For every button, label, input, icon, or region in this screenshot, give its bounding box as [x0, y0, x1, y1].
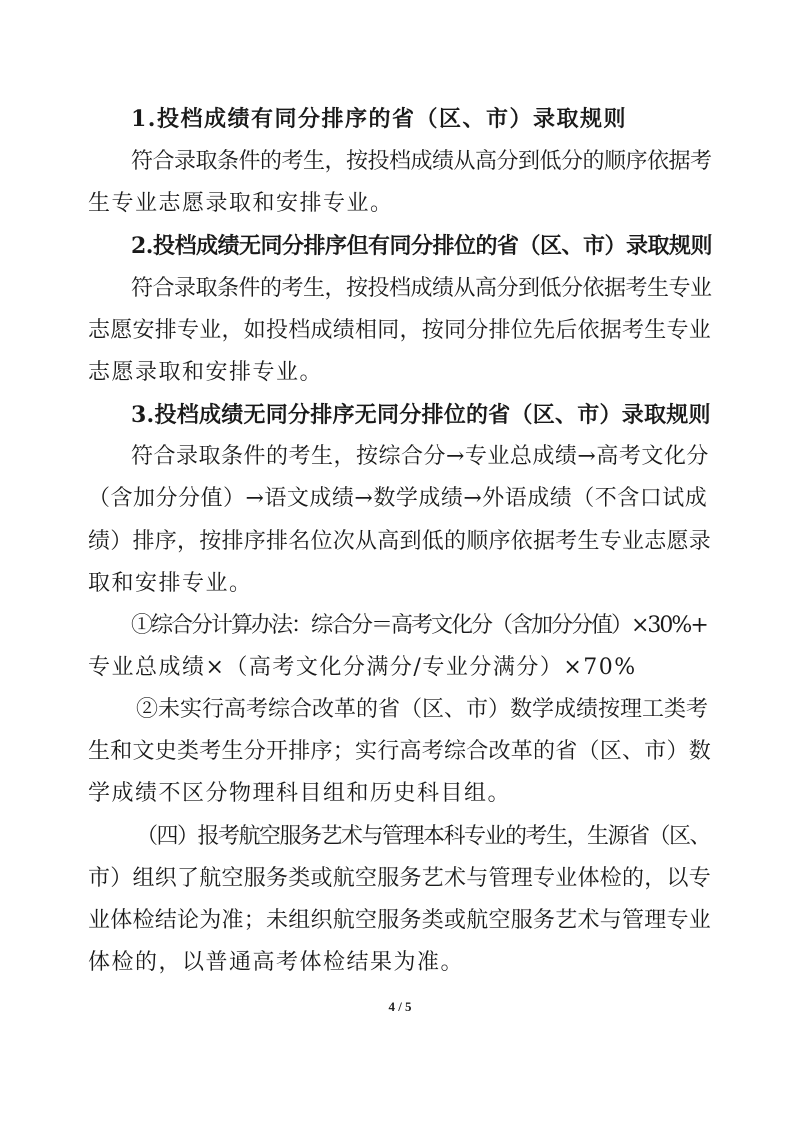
paragraph-line: 业体检结论为准；未组织航空服务类或航空服务艺术与管理专业 — [88, 908, 712, 933]
section-four-line: （四）报考航空服务艺术与管理本科专业的考生，生源省（区、 — [136, 824, 711, 849]
paragraph-line: 符合录取条件的考生，按综合分→专业总成绩→高考文化分 — [131, 444, 709, 469]
formula-line: ①综合分计算办法：综合分＝高考文化分（含加分分值）×30%+ — [131, 613, 707, 638]
paragraph-line: 取和安排专业。 — [88, 571, 253, 596]
paragraph-line: 符合录取条件的考生，按投档成绩从高分到低分依据考生专业 — [131, 276, 712, 301]
paragraph-line: 学成绩不区分物理科目组和历史科目组。 — [88, 781, 512, 806]
paragraph-line: 志愿录取和安排专业。 — [88, 360, 324, 385]
paragraph-line: 绩）排序，按排序排名位次从高到低的顺序依据考生专业志愿录 — [88, 529, 712, 554]
paragraph-line: （含加分分值）→语文成绩→数学成绩→外语成绩（不含口试成 — [88, 486, 708, 511]
formula-line: 专业总成绩×（高考文化分满分/专业分满分）×70% — [88, 655, 637, 680]
paragraph-line: 生专业志愿录取和安排专业。 — [88, 191, 394, 216]
heading-rule-1: 1.投档成绩有同分排序的省（区、市）录取规则 — [131, 106, 627, 132]
paragraph-line: 体检的，以普通高考体检结果为准。 — [88, 950, 465, 975]
heading-rule-2: 2.投档成绩无同分排序但有同分排位的省（区、市）录取规则 — [131, 233, 712, 259]
paragraph-line: 市）组织了航空服务类或航空服务艺术与管理专业体检的，以专 — [88, 866, 712, 891]
paragraph-line: 志愿安排专业，如投档成绩相同，按同分排位先后依据考生专业 — [88, 318, 712, 343]
heading-rule-3: 3.投档成绩无同分排序无同分排位的省（区、市）录取规则 — [131, 402, 711, 428]
paragraph-line: 符合录取条件的考生，按投档成绩从高分到低分的顺序依据考 — [131, 149, 712, 174]
paragraph-line: 生和文史类考生分开排序；实行高考综合改革的省（区、市）数 — [88, 739, 712, 764]
page-number: 4 / 5 — [388, 999, 412, 1014]
paragraph-line: ②未实行高考综合改革的省（区、市）数学成绩按理工类考 — [136, 697, 709, 722]
